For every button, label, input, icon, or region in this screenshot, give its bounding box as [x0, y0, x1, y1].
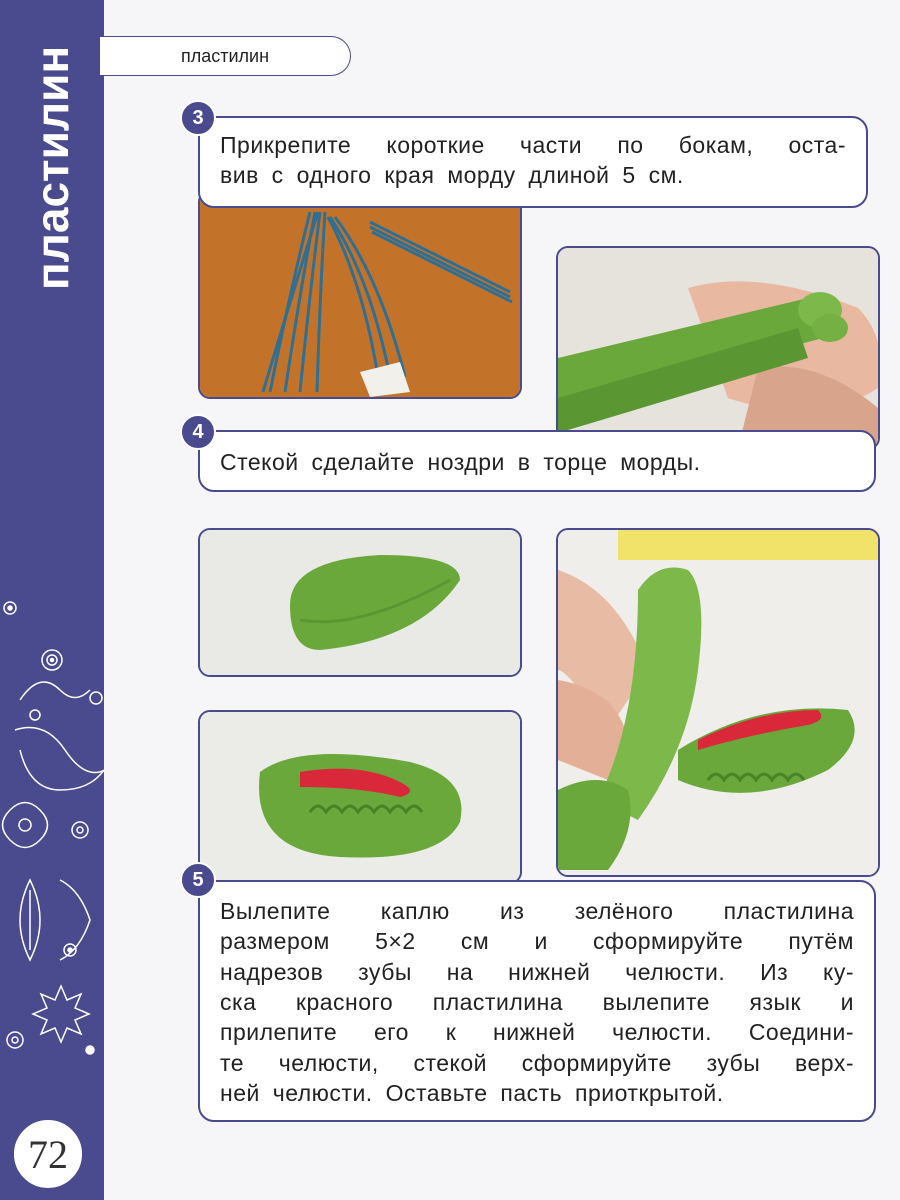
sidebar-title: пластилин — [26, 45, 78, 291]
step-4-badge: 4 — [180, 414, 216, 450]
step-4-box — [198, 430, 876, 492]
step-5-text-line-3: надрезов зубы на нижней челюсти. Из ку- — [220, 958, 854, 985]
step-3-box — [198, 116, 868, 208]
step-5-text-line-6: те челюсти, стекой сформируйте зубы верх- — [220, 1049, 854, 1076]
step-5-text-line-2: размером 5×2 см и сформируйте путём — [220, 928, 854, 955]
photo-green-drop — [198, 528, 522, 677]
page-number: 72 — [12, 1118, 84, 1190]
step-4-text-line-1: Стекой сделайте ноздри в торце морды. — [220, 449, 701, 475]
step-5-text-line-1: Вылепите каплю из зелёного пластилина — [220, 898, 854, 924]
step-5-text-line-7: ней челюсти. Оставьте пасть приоткрытой. — [220, 1080, 724, 1107]
step-5-badge: 5 — [180, 862, 216, 898]
section-header-tab: пластилин — [100, 36, 351, 76]
sidebar — [0, 0, 104, 1200]
photo-green-roll — [556, 246, 880, 450]
step-3-text-line-2: вив с одного края морду длиной 5 см. — [220, 162, 684, 189]
step-3-badge: 3 — [180, 100, 216, 136]
step-3-text-line-1: Прикрепите короткие части по бокам, оста- — [220, 132, 846, 158]
photo-jaw-with-tongue — [198, 710, 522, 884]
step-5-text-line-5: прилепите его к нижней челюсти. Соедини- — [220, 1019, 854, 1046]
decorative-doodles — [0, 580, 104, 1080]
step-5-text-line-4: ска красного пластилина вылепите язык и — [220, 989, 854, 1016]
photo-open-mouth — [556, 528, 880, 877]
photo-blue-threads — [198, 190, 522, 399]
step-5-box — [198, 880, 876, 1122]
